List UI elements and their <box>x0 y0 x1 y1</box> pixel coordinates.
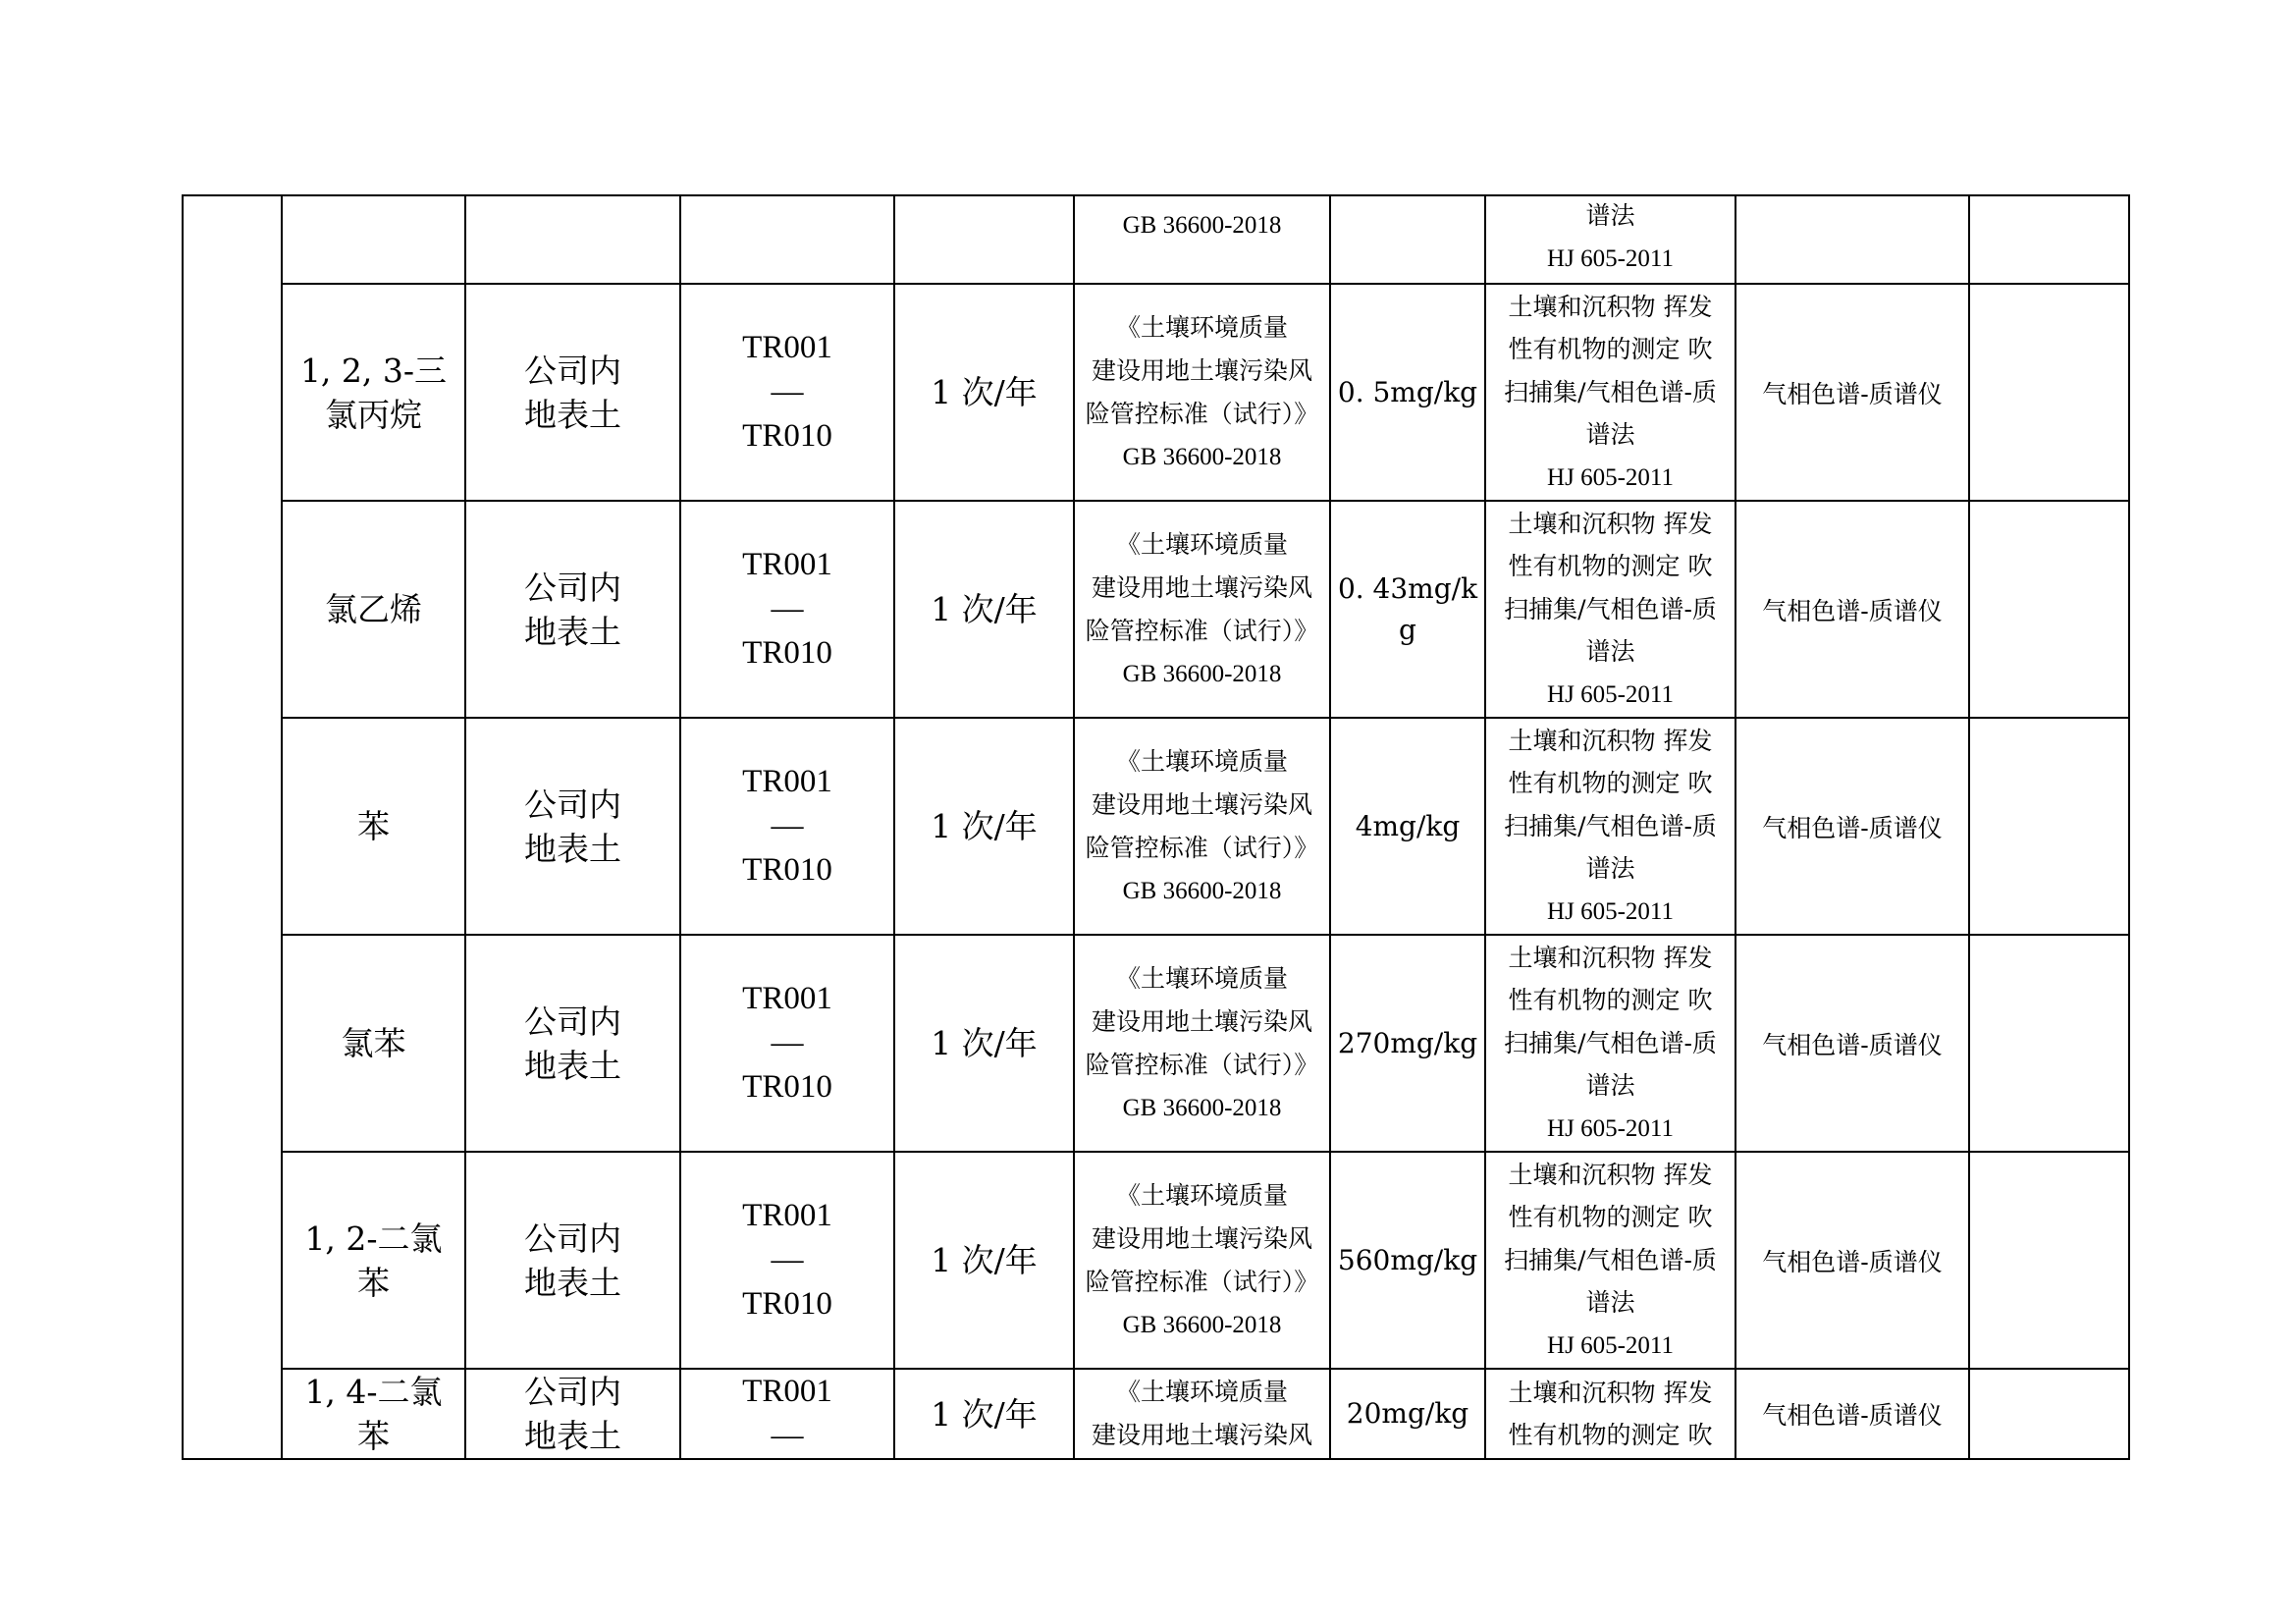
location-text: 地表土 <box>524 1417 621 1455</box>
point-start: TR001 <box>742 547 832 582</box>
pollutant-name-cell <box>282 1152 465 1369</box>
table-row <box>183 935 2129 1152</box>
pollutant-name: 1, 4-二氯 <box>304 1373 443 1411</box>
method-line: 谱法 <box>1585 854 1635 884</box>
point-cell <box>680 935 894 1152</box>
standard-code: GB 36600-2018 <box>1122 212 1282 239</box>
pollutant-name: 氯苯 <box>341 1024 406 1062</box>
location-cell <box>465 718 680 935</box>
standard-line: 建设用地土壤污染风 <box>1091 1006 1312 1036</box>
location-text: 公司内 <box>524 1001 621 1041</box>
point-cell <box>680 718 894 935</box>
location-text: 公司内 <box>524 568 621 607</box>
method-line: 谱法 <box>1585 637 1635 667</box>
table-row <box>183 284 2129 501</box>
method-cell <box>1485 1152 1735 1369</box>
standard-line: 《土壤环境质量 <box>1115 529 1288 559</box>
remark-cell <box>1969 935 2129 1152</box>
instrument-cell: 气相色谱-质谱仪 <box>1735 1369 1969 1459</box>
pollutant-name: 氯乙烯 <box>325 590 422 628</box>
standard-line: 建设用地土壤污染风 <box>1091 572 1312 602</box>
method-line: 土壤和沉积物 挥发 <box>1508 292 1713 321</box>
standard-code: GB 36600-2018 <box>1122 1094 1282 1121</box>
table-row <box>183 718 2129 935</box>
location-text: 公司内 <box>524 785 621 824</box>
limit-cell: 4mg/kg <box>1330 718 1485 935</box>
point-start: TR001 <box>742 764 832 799</box>
monitoring-table <box>182 194 2130 1460</box>
location-text: 地表土 <box>524 1046 621 1085</box>
method-cell <box>1485 935 1735 1152</box>
frequency-cell: 1 次/年 <box>894 501 1074 718</box>
location-cell <box>465 935 680 1152</box>
table-row <box>183 1152 2129 1369</box>
table-row <box>183 195 2129 284</box>
standard-line: 建设用地土壤污染风 <box>1091 1421 1312 1449</box>
point-dash: — <box>771 374 804 409</box>
standard-line: 险管控标准（试行）》 <box>1085 616 1319 645</box>
method-line: 性有机物的测定 吹 <box>1508 769 1713 798</box>
point-cell <box>680 1152 894 1369</box>
point-end: TR010 <box>742 418 832 454</box>
point-dash: — <box>771 591 804 626</box>
method-line: 谱法 <box>1585 201 1635 230</box>
instrument-cell <box>1735 195 1969 284</box>
method-line: 土壤和沉积物 挥发 <box>1508 509 1713 538</box>
pollutant-name: 苯 <box>357 807 390 845</box>
remark-cell <box>1969 1369 2129 1459</box>
method-code: HJ 605-2011 <box>1547 244 1674 272</box>
pollutant-name-cell <box>282 718 465 935</box>
standard-line: 建设用地土壤污染风 <box>1091 355 1312 385</box>
method-line: 扫捕集/气相色谱-质 <box>1504 1245 1717 1274</box>
standard-code: GB 36600-2018 <box>1122 660 1282 687</box>
method-line: 性有机物的测定 吹 <box>1508 1203 1713 1232</box>
location-text: 地表土 <box>524 1263 621 1302</box>
method-cell <box>1485 501 1735 718</box>
point-end: TR010 <box>742 1286 832 1322</box>
method-line: 扫捕集/气相色谱-质 <box>1504 377 1717 406</box>
pollutant-name: 1, 2, 3-三 <box>299 351 448 390</box>
method-cell <box>1485 718 1735 935</box>
point-start: TR001 <box>742 1198 832 1233</box>
point-cell <box>680 195 894 284</box>
method-line: 性有机物的测定 吹 <box>1508 552 1713 581</box>
standard-line: 建设用地土壤污染风 <box>1091 789 1312 819</box>
point-start: TR001 <box>742 1374 832 1409</box>
standard-cell <box>1074 284 1330 501</box>
method-cell <box>1485 195 1735 284</box>
location-text: 公司内 <box>524 1373 621 1411</box>
limit-cell: 0. 43mg/kg <box>1330 501 1485 718</box>
standard-line: 《土壤环境质量 <box>1115 746 1288 776</box>
location-cell <box>465 284 680 501</box>
method-code: HJ 605-2011 <box>1547 680 1674 708</box>
standard-line: 险管控标准（试行）》 <box>1085 1267 1319 1296</box>
point-start: TR001 <box>742 330 832 365</box>
location-cell <box>465 1369 680 1459</box>
method-line: 土壤和沉积物 挥发 <box>1508 726 1713 755</box>
instrument-cell: 气相色谱-质谱仪 <box>1735 284 1969 501</box>
location-text: 地表土 <box>524 395 621 434</box>
method-line: 性有机物的测定 吹 <box>1508 986 1713 1015</box>
location-text: 地表土 <box>524 829 621 868</box>
standard-cell <box>1074 718 1330 935</box>
limit-cell: 20mg/kg <box>1330 1369 1485 1459</box>
pollutant-name-cell <box>282 1369 465 1459</box>
standard-code: GB 36600-2018 <box>1122 443 1282 470</box>
standard-line: 险管控标准（试行）》 <box>1085 833 1319 862</box>
location-text: 公司内 <box>524 1218 621 1258</box>
standard-code: GB 36600-2018 <box>1122 1311 1282 1338</box>
location-text: 公司内 <box>524 351 621 390</box>
standard-code: GB 36600-2018 <box>1122 877 1282 904</box>
location-cell <box>465 501 680 718</box>
frequency-cell: 1 次/年 <box>894 935 1074 1152</box>
category-merged-cell <box>183 195 282 1459</box>
standard-line: 险管控标准（试行）》 <box>1085 399 1319 428</box>
pollutant-name: 1, 2-二氯 <box>304 1218 443 1258</box>
method-line: 性有机物的测定 吹 <box>1508 335 1713 364</box>
point-dash: — <box>771 808 804 843</box>
remark-cell <box>1969 284 2129 501</box>
remark-cell <box>1969 501 2129 718</box>
limit-cell <box>1330 195 1485 284</box>
point-dash: — <box>771 1025 804 1060</box>
point-cell <box>680 501 894 718</box>
point-dash: — <box>771 1418 804 1453</box>
standard-line: 《土壤环境质量 <box>1115 312 1288 342</box>
point-start: TR001 <box>742 981 832 1016</box>
method-code: HJ 605-2011 <box>1547 1331 1674 1359</box>
method-line: 谱法 <box>1585 1071 1635 1101</box>
method-cell <box>1485 1369 1735 1459</box>
pollutant-name: 苯 <box>357 1417 390 1455</box>
method-line: 土壤和沉积物 挥发 <box>1508 1378 1713 1407</box>
method-line: 扫捕集/气相色谱-质 <box>1504 811 1717 840</box>
frequency-cell: 1 次/年 <box>894 1152 1074 1369</box>
method-line: 性有机物的测定 吹 <box>1508 1421 1713 1449</box>
point-end: TR010 <box>742 635 832 671</box>
remark-cell <box>1969 718 2129 935</box>
pollutant-name-cell <box>282 284 465 501</box>
location-text: 地表土 <box>524 612 621 651</box>
method-cell <box>1485 284 1735 501</box>
point-end: TR010 <box>742 1069 832 1105</box>
remark-cell <box>1969 195 2129 284</box>
limit-cell: 270mg/kg <box>1330 935 1485 1152</box>
standard-line: 险管控标准（试行）》 <box>1085 1050 1319 1079</box>
standard-cell <box>1074 195 1330 284</box>
method-line: 谱法 <box>1585 420 1635 450</box>
method-code: HJ 605-2011 <box>1547 1114 1674 1142</box>
instrument-cell: 气相色谱-质谱仪 <box>1735 935 1969 1152</box>
point-cell <box>680 284 894 501</box>
standard-line: 建设用地土壤污染风 <box>1091 1223 1312 1253</box>
location-cell <box>465 1152 680 1369</box>
limit-cell: 0. 5mg/kg <box>1330 284 1485 501</box>
frequency-cell: 1 次/年 <box>894 718 1074 935</box>
standard-line: 《土壤环境质量 <box>1115 963 1288 993</box>
limit-cell: 560mg/kg <box>1330 1152 1485 1369</box>
instrument-cell: 气相色谱-质谱仪 <box>1735 1152 1969 1369</box>
table-row <box>183 501 2129 718</box>
point-cell <box>680 1369 894 1459</box>
method-code: HJ 605-2011 <box>1547 897 1674 925</box>
method-line: 扫捕集/气相色谱-质 <box>1504 1028 1717 1057</box>
pollutant-name-cell <box>282 195 465 284</box>
remark-cell <box>1969 1152 2129 1369</box>
pollutant-name: 苯 <box>357 1263 390 1302</box>
method-code: HJ 605-2011 <box>1547 463 1674 491</box>
standard-line: 《土壤环境质量 <box>1115 1180 1288 1210</box>
frequency-cell <box>894 195 1074 284</box>
point-end: TR010 <box>742 852 832 888</box>
pollutant-name-cell <box>282 501 465 718</box>
standard-cell <box>1074 935 1330 1152</box>
point-dash: — <box>771 1242 804 1277</box>
standard-cell <box>1074 501 1330 718</box>
method-line: 谱法 <box>1585 1288 1635 1318</box>
pollutant-name-cell <box>282 935 465 1152</box>
method-line: 扫捕集/气相色谱-质 <box>1504 594 1717 623</box>
frequency-cell: 1 次/年 <box>894 284 1074 501</box>
table-row <box>183 1369 2129 1459</box>
method-line: 土壤和沉积物 挥发 <box>1508 943 1713 972</box>
standard-cell <box>1074 1152 1330 1369</box>
instrument-cell: 气相色谱-质谱仪 <box>1735 501 1969 718</box>
location-cell <box>465 195 680 284</box>
standard-line: 《土壤环境质量 <box>1115 1378 1288 1406</box>
standard-cell <box>1074 1369 1330 1459</box>
frequency-cell: 1 次/年 <box>894 1369 1074 1459</box>
instrument-cell: 气相色谱-质谱仪 <box>1735 718 1969 935</box>
method-line: 土壤和沉积物 挥发 <box>1508 1160 1713 1189</box>
pollutant-name: 氯丙烷 <box>325 395 422 434</box>
